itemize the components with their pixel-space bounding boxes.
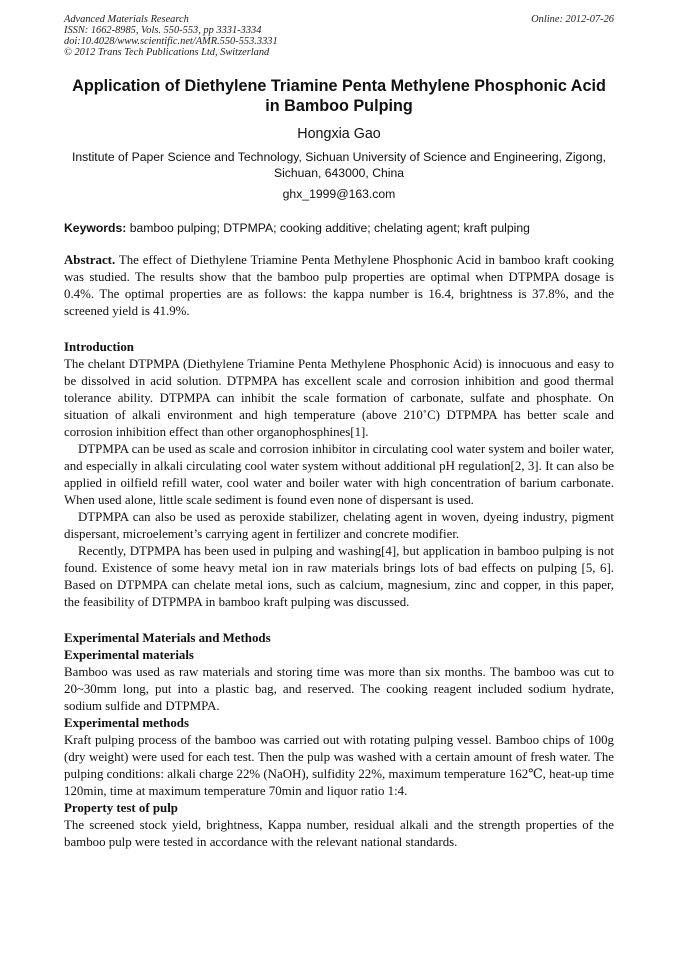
abstract-label: Abstract. [64,253,116,267]
journal-header [64,14,614,58]
intro-paragraph: DTPMPA can be used as scale and corrosion inhibitor in circulating cool water system and boiler water, and especially in alkali circulating cool water system without additional pH regulation[2, 3]. It can also be applied in oilfield refill water, cool water and boiler water with high concentration of barium carbonate. When used alone, little scale sediment is found even none of dispersant is used. [64,442,614,507]
paper-title: Application of Diethylene Triamine Penta Methylene Phosphonic Acid in Bamboo Pulping [72,77,606,115]
abstract-text: The effect of Diethylene Triamine Penta Methylene Phosphonic Acid in bamboo kraft cooking was studied. The results show that the bamboo pulp properties are optimal when DTPMPA dosage is 0.4%. The optimal properties are as follows: the kappa number is 16.4, brightness is 37.8%, and the screened yield is 41.9%. [64,253,614,318]
intro-paragraph: The chelant DTPMPA (Diethylene Triamine Penta Methylene Phosphonic Acid) is innocuous and easy to be dissolved in acid solution. DTPMPA has excellent scale and corrosion inhibition and good thermal tolerance ability. DTPMPA can inhibit the scale formation of carbonate, sulfate and phosphate. On situation of alkali environment and high temperature (above 210˚C) DTPMPA has better scale and corrosion inhibition effect than other organophosphines[1]. [64,357,614,439]
online-date: Online: 2012-07-26 [531,14,614,25]
journal-name: Advanced Materials Research [64,14,189,25]
property-test-text: The screened stock yield, brightness, Kappa number, residual alkali and the strength properties of the bamboo pulp were tested in accordance with the relevant national standards. [64,818,614,849]
keywords-label: Keywords: [64,221,127,235]
materials-text: Bamboo was used as raw materials and storing time was more than six months. The bamboo was cut to 20~30mm long, put into a plastic bag, and reserved. The cooking reagent included sodium hydrate, sodium sulfide and DTPMPA. [64,665,614,713]
experimental-methods-heading: Experimental methods [64,716,189,730]
materials-heading: Experimental materials [64,648,194,662]
methods-heading: Experimental Materials and Methods [64,631,271,645]
paper-page [64,14,614,851]
abstract [64,252,614,320]
keywords-text: bamboo pulping; DTPMPA; cooking additive; chelating agent; kraft pulping [129,221,530,235]
author-email: ghx_1999@163.com [282,187,396,201]
intro-paragraph: DTPMPA can also be used as peroxide stabilizer, chelating agent in woven, dyeing industry, pigment dispersant, microelement’s carrying agent in fertilizer and concrete modifier. [64,510,614,541]
experimental-methods-text: Kraft pulping process of the bamboo was carried out with rotating pulping vessel. Bamboo chips of 100g (dry weight) were used for each test. Then the pulp was washed with a certain amount of fresh water. The pulping conditions: alkali charge 22% (NaOH), sulfidity 22%, maximum temperature 162℃, heat-up time 120min, time at maximum temperature 70min and liquor ratio 1:4. [64,733,614,798]
issn-line: ISSN: 1662-8985, Vols. 550-553, pp 3331-3334 [64,25,262,36]
keywords-line [64,220,614,236]
introduction-heading: Introduction [64,340,134,354]
author-name: Hongxia Gao [297,126,381,142]
doi-line: doi:10.4028/www.scientific.net/AMR.550-553.3331 [64,36,278,47]
author-affiliation: Institute of Paper Science and Technology, Sichuan University of Science and Engineering, Zigong, Sichuan, 643000, China [71,150,607,180]
property-test-heading: Property test of pulp [64,801,178,815]
intro-paragraph: Recently, DTPMPA has been used in pulping and washing[4], but application in bamboo pulping is not found. Existence of some heavy metal ion in raw materials brings lots of bad effects on pulping [5, 6]. Based on DTPMPA can chelate metal ions, such as calcium, magnesium, zinc and copper, in this paper, the feasibility of DTPMPA in bamboo kraft pulping was discussed. [64,544,614,609]
copyright-line: © 2012 Trans Tech Publications Ltd, Switzerland [64,47,270,58]
